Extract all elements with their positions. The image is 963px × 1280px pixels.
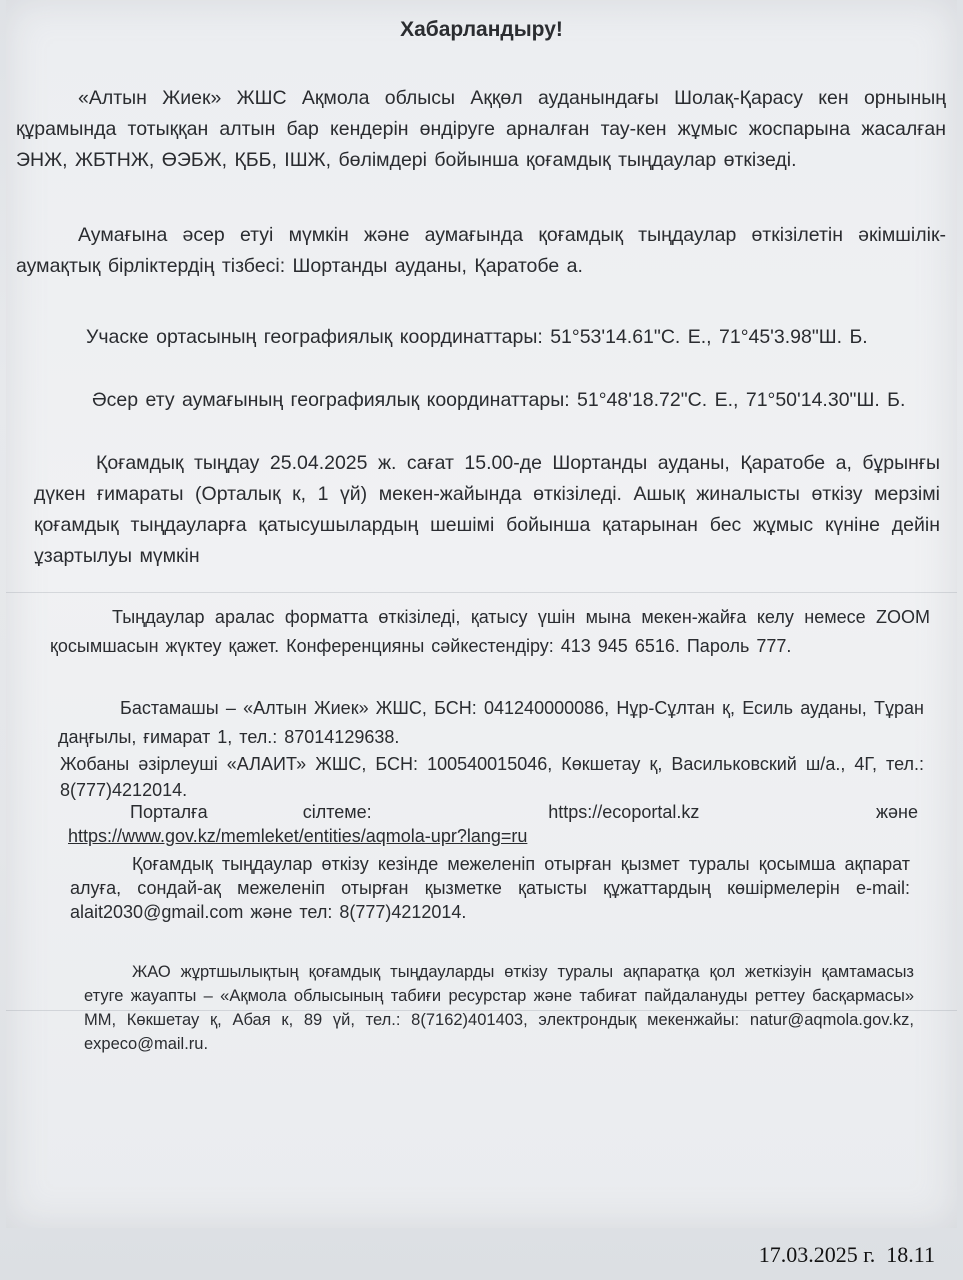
ecoportal-link[interactable]: https://ecoportal.kz [548, 802, 700, 822]
paragraph-contacts: Қоғамдық тыңдаулар өткізу кезінде межеленіп отырған қызмет туралы қосымша ақпарат алуға, сондай-ақ межеленіп отырған қызметке қатысты құжаттардың көшірмелерін e-mail: alait2030@gmail.com және тел: 8(777)4212014. [70, 854, 910, 922]
paragraph-hearing-date-place: Қоғамдық тыңдау 25.04.2025 ж. сағат 15.00-де Шортанды ауданы, Қаратобе а, бұрынғы дүкен ғимараты (Орталық к, 1 үй) мекен-жайында өткізіледі. Ашық жиналысты өткізу мерзімі қоғамдық тыңдауларға қатысушылардың шешімі бойынша қатарынан бес жұмыс күніне дейін ұзартылуы мүмкін [34, 452, 940, 567]
photo-timestamp: 17.03.2025 г. 18.11 [758, 1242, 935, 1267]
paragraph-developer: Жобаны әзірлеуші «АЛАИТ» ЖШС, БСН: 100540015046, Көкшетау қ, Васильковский ш/а., 4Г, тел.: 8(777)4212014. [60, 754, 924, 800]
paragraph-portal-links [68, 800, 918, 848]
paragraph-impact-coordinates: Әсер ету аумағының географиялық координаттары: 51°48'18.72"С. Е., 71°50'14.30"Ш. Б. [92, 389, 906, 411]
paper-crease [6, 592, 957, 593]
gov-kz-link[interactable]: https://www.gov.kz/memleket/entities/aqmola-upr?lang=ru [68, 826, 528, 846]
paragraph-zoom-info: Тыңдаулар аралас форматта өткізіледі, қатысу үшін мына мекен-жайға келу немесе ZOOM қосымшасын жүктеу қажет. Конференцияны сәйкестендіру: 413 945 6516. Пароль 777. [50, 607, 930, 656]
announcement-title: Хабарландыру! [400, 18, 563, 41]
paragraph-affected-territories: Аумағына әсер етуі мүмкін және аумағында қоғамдық тыңдаулар өткізілетін әкімшілік-аумақтық бірліктердің тізбесі: Шортанды ауданы, Қаратобе а. [16, 224, 946, 277]
paragraph-site-coordinates: Учаске ортасының географиялық координаттары: 51°53'14.61"С. Е., 71°45'3.98"Ш. Б. [86, 326, 868, 348]
paragraph-local-authority: ЖАО жұртшылықтың қоғамдық тыңдауларды өткізу туралы ақпаратқа қол жеткізуін қамтамасыз етуге жауапты – «Ақмола облысының табиғи ресурстар және табиғат пайдалануды реттеу басқармасы» ММ, Көкшетау қ, Абая к, 89 үй, тел.: 8(7162)401403, электрондық мекенжайы: natur@aqmola.gov.kz, expeco@mail.ru. [84, 963, 914, 1053]
and-word: және [875, 802, 918, 822]
portal-label: Порталға сілтеме: [130, 802, 372, 822]
paragraph-initiator: Бастамашы – «Алтын Жиек» ЖШС, БСН: 041240000086, Нұр-Сұлтан қ, Есиль ауданы, Тұран даңғылы, ғимарат 1, тел.: 87014129638. [58, 698, 924, 747]
paragraph-organizer-intro: «Алтын Жиек» ЖШС Ақмола облысы Аққөл ауданындағы Шолақ-Қарасу кен орнының құрамында тотыққан алтын бар кендерін өндіруге арналған тау-кен жұмыс жоспарына жасалған ЭНЖ, ЖБТНЖ, ӨЭБЖ, ҚББ, ІШЖ, бөлімдері бойынша қоғамдық тыңдаулар өткізеді. [16, 87, 946, 171]
